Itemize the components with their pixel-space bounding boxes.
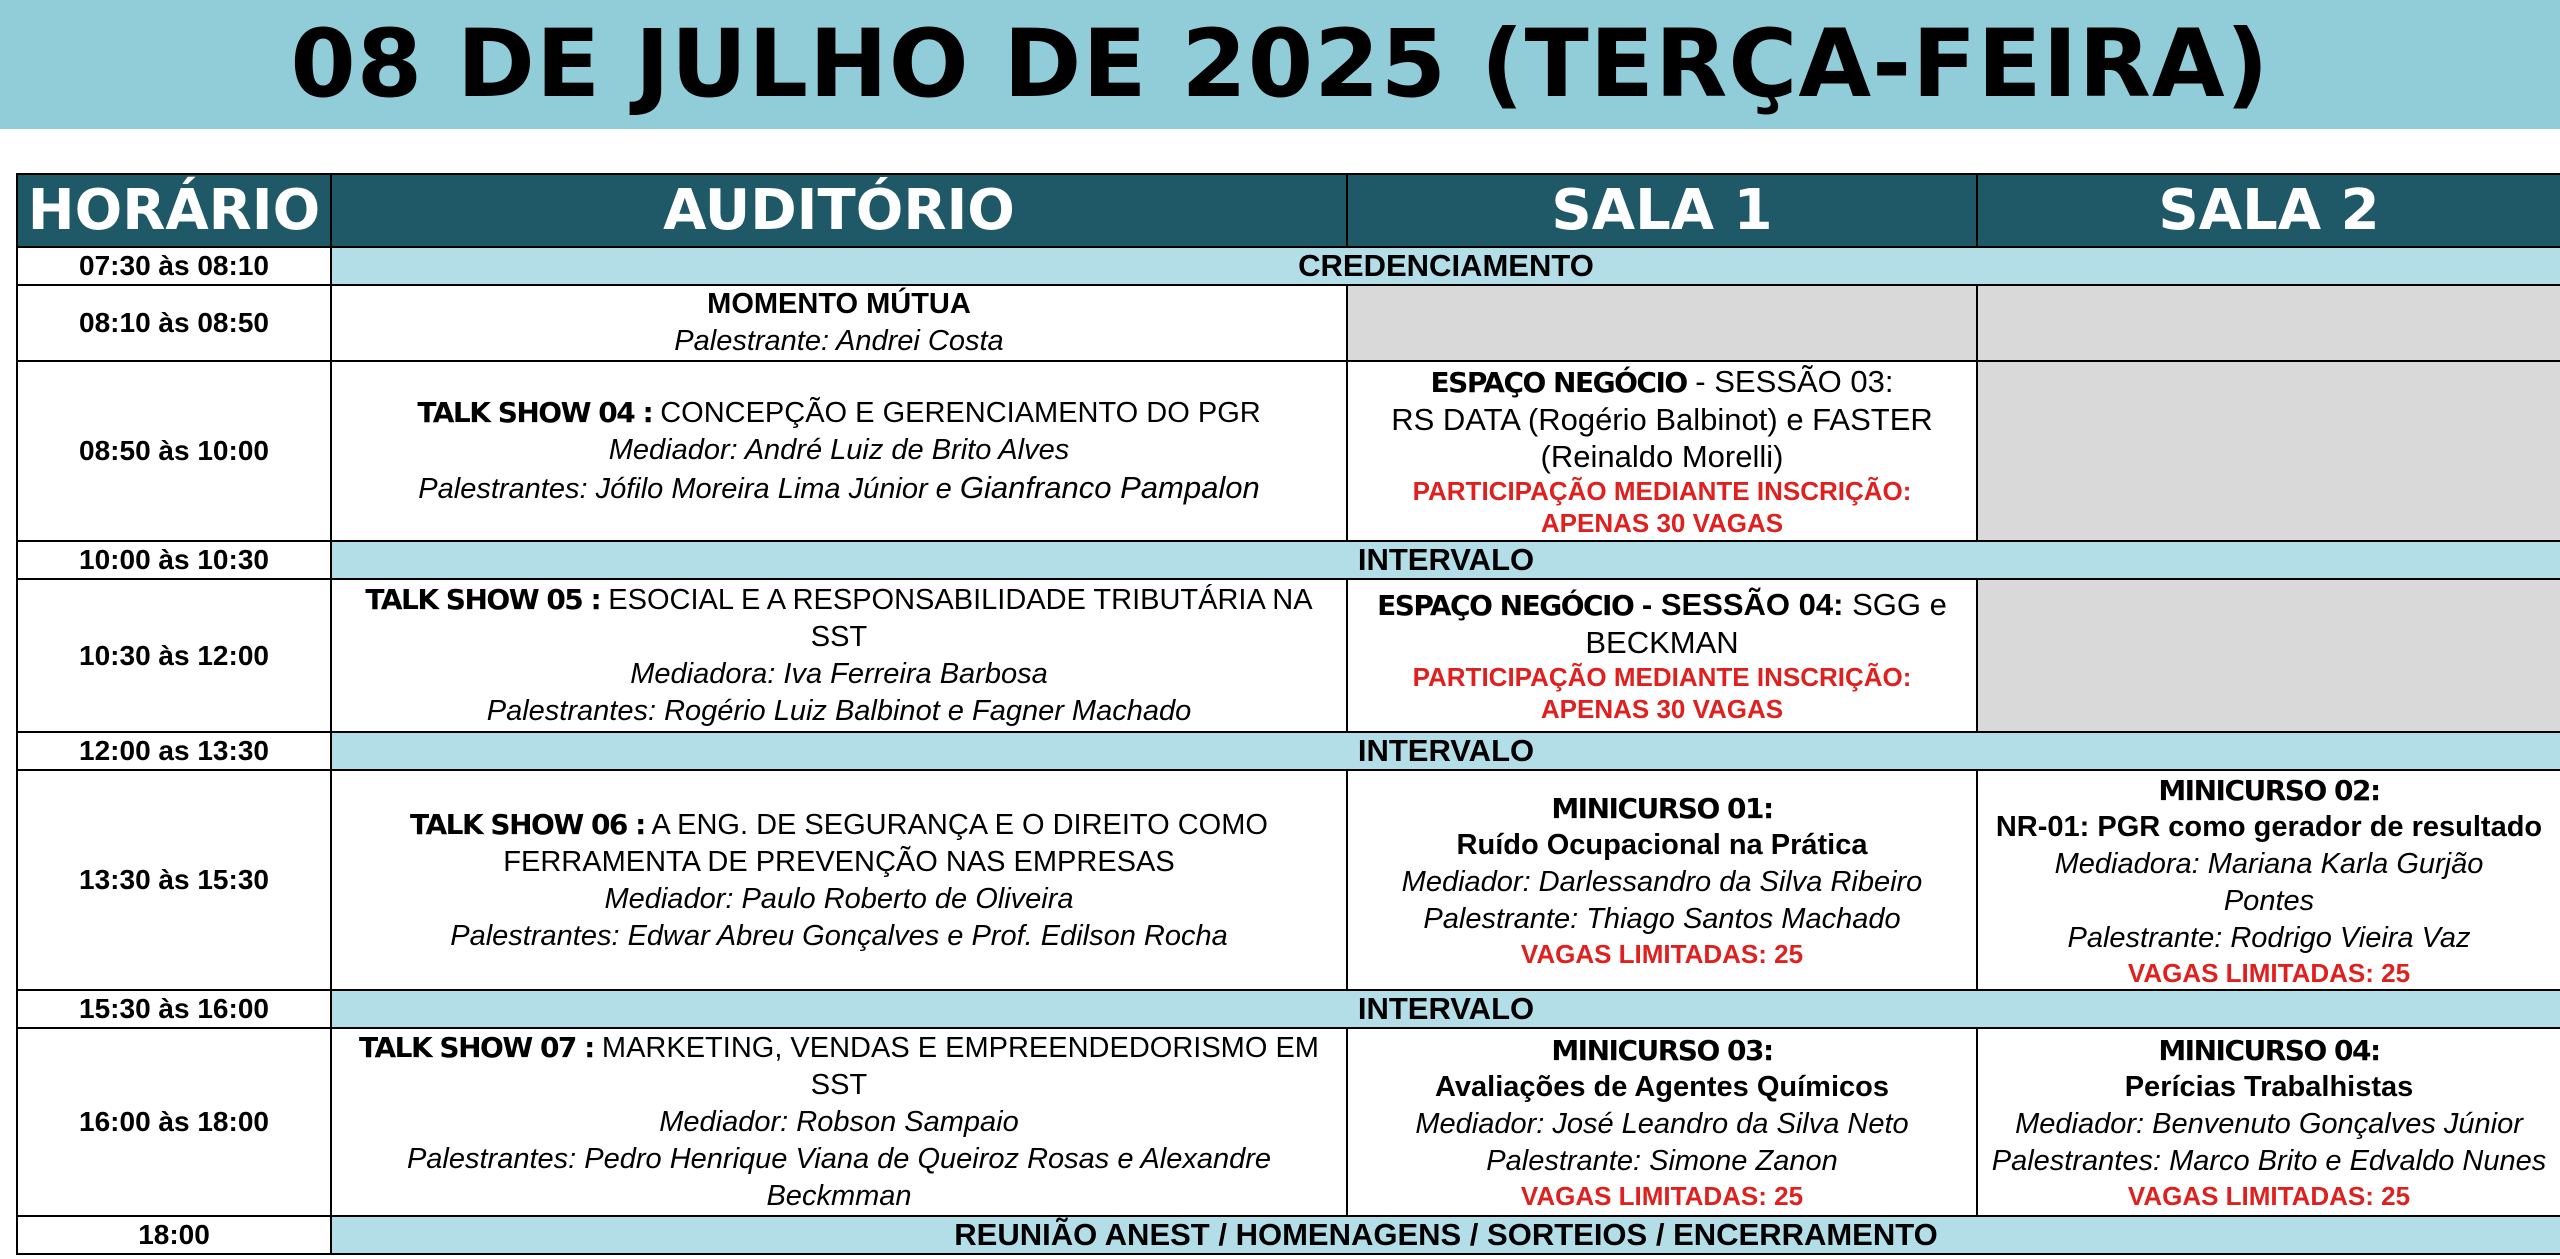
mediator-line: Mediador: Benvenuto Gonçalves Júnior xyxy=(2015,1108,2523,1140)
time-cell: 12:00 as 13:30 xyxy=(17,732,331,770)
sala1-cell xyxy=(1347,361,1977,541)
minicurso-subtitle: Perícias Trabalhistas xyxy=(2124,1071,2414,1103)
speaker-line: Palestrantes: Edwar Abreu Gonçalves e Prof. Edilson Rocha xyxy=(450,919,1228,952)
session-title-cont: FERRAMENTA DE PREVENÇÃO NAS EMPRESAS xyxy=(503,845,1175,878)
auditorio-cell xyxy=(331,770,1347,990)
header-sala2: SALA 2 xyxy=(1977,174,2560,247)
band-cell: INTERVALO xyxy=(331,990,2560,1028)
sala2-cell xyxy=(1977,770,2560,990)
title-banner xyxy=(0,0,2560,129)
sala1-cell xyxy=(1347,1028,1977,1216)
espaco-negocio-label: ESPAÇO NEGÓCIO xyxy=(1377,589,1634,622)
empty-cell xyxy=(1347,285,1977,361)
speaker-line: Palestrantes: Rogério Luiz Balbinot e Fagner Machado xyxy=(486,695,1192,727)
speaker-line-cont: Beckmman xyxy=(766,1180,912,1212)
talk-show-label: TALK SHOW 05 : xyxy=(365,583,601,616)
vacancy-notice: VAGAS LIMITADAS: 25 xyxy=(2127,957,2411,988)
table-row xyxy=(17,1216,2560,1254)
minicurso-title: MINICURSO 02: xyxy=(2158,773,2380,807)
mediator-line: Mediador: André Luiz de Brito Alves xyxy=(608,434,1070,466)
company-line: (Reinaldo Morelli) xyxy=(1540,439,1784,474)
session-title-cont: SST xyxy=(810,1069,868,1101)
time-cell: 18:00 xyxy=(17,1216,331,1254)
table-row xyxy=(17,361,2560,541)
table-row xyxy=(17,732,2560,770)
header-sala1: SALA 1 xyxy=(1347,174,1977,247)
registration-notice: PARTICIPAÇÃO MEDIANTE INSCRIÇÃO: xyxy=(1412,476,1912,506)
time-cell: 08:10 às 08:50 xyxy=(17,285,331,361)
company-line: SGG e xyxy=(1843,587,1947,622)
speaker-line: Palestrante: Rodrigo Vieira Vaz xyxy=(2067,921,2471,954)
minicurso-subtitle: NR-01: PGR como gerador de resultado xyxy=(1995,810,2543,843)
empty-cell xyxy=(1977,579,2560,732)
time-cell: 08:50 às 10:00 xyxy=(17,361,331,541)
minicurso-subtitle: Avaliações de Agentes Químicos xyxy=(1435,1071,1889,1103)
time-cell: 16:00 às 18:00 xyxy=(17,1028,331,1216)
schedule-table xyxy=(16,173,2560,1255)
company-line: BECKMAN xyxy=(1585,625,1739,660)
sala2-cell xyxy=(1977,1028,2560,1216)
table-row xyxy=(17,770,2560,990)
time-cell: 10:00 às 10:30 xyxy=(17,541,331,579)
band-cell: INTERVALO xyxy=(331,732,2560,770)
time-cell: 15:30 às 16:00 xyxy=(17,990,331,1028)
talk-show-label: TALK SHOW 06 : xyxy=(410,807,645,841)
speaker-line: Palestrante: Thiago Santos Machado xyxy=(1423,903,1901,935)
speaker-line: Palestrante: Simone Zanon xyxy=(1486,1145,1838,1177)
mediator-line-cont: Pontes xyxy=(2223,884,2315,917)
table-row xyxy=(17,247,2560,285)
table-row xyxy=(17,1028,2560,1216)
session-title-cont: SST xyxy=(810,621,868,653)
vacancy-notice: VAGAS LIMITADAS: 25 xyxy=(1520,1181,1804,1211)
session-title: A ENG. DE SEGURANÇA E O DIREITO COMO xyxy=(644,808,1268,841)
registration-notice: PARTICIPAÇÃO MEDIANTE INSCRIÇÃO: xyxy=(1412,662,1912,692)
band-cell: REUNIÃO ANEST / HOMENAGENS / SORTEIOS / ENCERRAMENTO xyxy=(331,1216,2560,1254)
speaker-line: Palestrantes: Jófilo Moreira Lima Júnior e xyxy=(418,473,960,505)
auditorio-cell xyxy=(331,361,1347,541)
header-row xyxy=(17,174,2560,247)
vacancy-notice: VAGAS LIMITADAS: 25 xyxy=(1520,939,1804,969)
mediator-line: Mediadora: Iva Ferreira Barbosa xyxy=(630,658,1048,690)
band-cell: INTERVALO xyxy=(331,541,2560,579)
session-label: - SESSÃO 03: xyxy=(1686,364,1894,399)
table-row xyxy=(17,541,2560,579)
time-cell: 13:30 às 15:30 xyxy=(17,770,331,990)
empty-cell xyxy=(1977,285,2560,361)
time-cell: 10:30 às 12:00 xyxy=(17,579,331,732)
minicurso-title: MINICURSO 01: xyxy=(1551,792,1773,825)
speaker-line: Palestrantes: Marco Brito e Edvaldo Nunes xyxy=(1991,1145,2547,1177)
speaker-line: Palestrantes: Pedro Henrique Viana de Queiroz Rosas e Alexandre xyxy=(406,1143,1272,1175)
auditorio-cell xyxy=(331,285,1347,361)
table-row xyxy=(17,990,2560,1028)
vacancy-notice: VAGAS LIMITADAS: 25 xyxy=(2127,1181,2411,1211)
empty-cell xyxy=(1977,361,2560,541)
session-title: MARKETING, VENDAS E EMPREENDEDORISMO EM xyxy=(593,1032,1319,1064)
mediator-line: Mediador: Robson Sampaio xyxy=(659,1106,1019,1138)
session-label: - SESSÃO 04: xyxy=(1633,587,1844,622)
mediator-line: Mediador: Paulo Roberto de Oliveira xyxy=(604,882,1074,915)
sala1-cell xyxy=(1347,770,1977,990)
auditorio-cell xyxy=(331,1028,1347,1216)
auditorio-cell xyxy=(331,579,1347,732)
mediator-line: Mediador: Darlessandro da Silva Ribeiro xyxy=(1401,866,1923,898)
speaker-line: Palestrante: Andrei Costa xyxy=(674,325,1004,357)
band-cell: CREDENCIAMENTO xyxy=(331,247,2560,285)
minicurso-title: MINICURSO 03: xyxy=(1551,1034,1773,1067)
minicurso-title: MINICURSO 04: xyxy=(2158,1034,2380,1067)
session-title: MOMENTO MÚTUA xyxy=(707,288,971,320)
speaker-name: Gianfranco Pampalon xyxy=(959,470,1260,505)
sala1-cell xyxy=(1347,579,1977,732)
mediator-line: Mediadora: Mariana Karla Gurjão xyxy=(2054,847,2484,880)
page-title: 08 DE JULHO DE 2025 (TERÇA-FEIRA) xyxy=(290,9,2270,119)
talk-show-label: TALK SHOW 04 : xyxy=(417,396,653,429)
table-row xyxy=(17,285,2560,361)
header-auditorio: AUDITÓRIO xyxy=(331,174,1347,247)
table-row xyxy=(17,579,2560,732)
company-line: RS DATA (Rogério Balbinot) e FASTER xyxy=(1391,402,1933,437)
session-title: CONCEPÇÃO E GERENCIAMENTO DO PGR xyxy=(652,397,1261,429)
mediator-line: Mediador: José Leandro da Silva Neto xyxy=(1415,1108,1909,1140)
vacancy-notice: APENAS 30 VAGAS xyxy=(1540,694,1784,724)
talk-show-label: TALK SHOW 07 : xyxy=(359,1031,594,1064)
espaco-negocio-label: ESPAÇO NEGÓCIO xyxy=(1430,366,1687,399)
time-cell: 07:30 às 08:10 xyxy=(17,247,331,285)
session-title: ESOCIAL E A RESPONSABILIDADE TRIBUTÁRIA NA xyxy=(600,584,1313,616)
header-time: HORÁRIO xyxy=(17,174,331,247)
vacancy-notice: APENAS 30 VAGAS xyxy=(1540,508,1784,538)
minicurso-subtitle: Ruído Ocupacional na Prática xyxy=(1456,829,1868,861)
